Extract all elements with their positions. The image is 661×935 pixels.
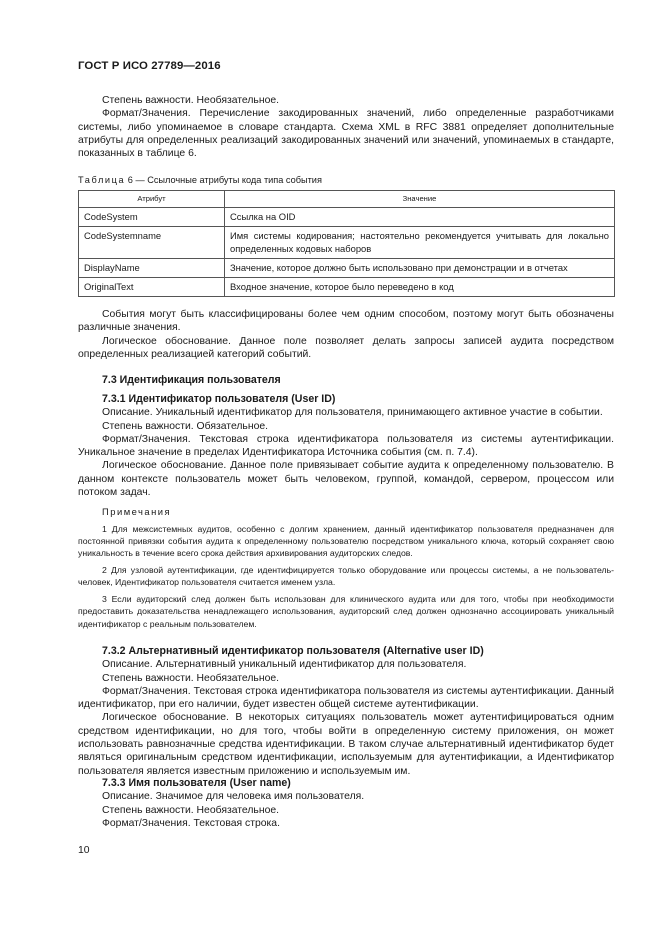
paragraph: Описание. Уникальный идентификатор для пользователя, принимающего активное участие в событии. bbox=[102, 407, 603, 419]
paragraph: Формат/Значения. Текстовая строка идентификатора пользователя из системы аутентификации. Уникальное значение в пределах Идентификатора Источника события (см. п. 7.4). bbox=[78, 433, 614, 459]
subsection-heading: 7.3.2 Альтернативный идентификатор пользователя (Alternative user ID) bbox=[102, 645, 484, 657]
paragraph: Логическое обоснование. Данное поле привязывает событие аудита к определенному пользователю. В данном контексте пользователь может быть человеком, группой, командой, сервером, процессом или потоком задач. bbox=[78, 460, 614, 499]
table-caption-text: 6 — Ссылочные атрибуты кода типа события bbox=[125, 175, 322, 185]
paragraph: Описание. Альтернативный уникальный идентификатор для пользователя. bbox=[102, 659, 467, 671]
section-7-3 bbox=[78, 374, 614, 387]
section-7-3-3 bbox=[78, 777, 614, 830]
attribute-cell: CodeSystemname bbox=[79, 227, 225, 258]
value-cell: Имя системы кодирования; настоятельно рекомендуется учитывать для локально определенных кодовых наборов bbox=[225, 227, 615, 258]
notes-title: Примечания bbox=[102, 506, 172, 518]
document-header: ГОСТ Р ИСО 27789—2016 bbox=[78, 60, 221, 72]
paragraph: Степень важности. Необязательное. bbox=[102, 804, 280, 816]
value-cell: Значение, которое должно быть использовано при демонстрации и в отчетах bbox=[225, 258, 615, 277]
intro-section bbox=[78, 94, 614, 160]
value-cell: Ссылка на OID bbox=[225, 208, 615, 227]
table-row bbox=[79, 278, 615, 297]
value-cell: Входное значение, которое было переведено в код bbox=[225, 278, 615, 297]
column-header: Атрибут bbox=[79, 191, 225, 208]
table-header-row bbox=[79, 191, 615, 208]
table-caption bbox=[78, 174, 614, 186]
paragraph: Степень важности. Необязательное. bbox=[102, 672, 280, 684]
page-number: 10 bbox=[78, 845, 90, 856]
paragraph: Формат/Значения. Текстовая строка. bbox=[102, 817, 280, 829]
paragraph: Степень важности. Необязательное. bbox=[102, 95, 280, 106]
attributes-table bbox=[78, 190, 615, 297]
paragraph: Логическое обоснование. В некоторых ситуациях пользователь может аутентифицироваться одним средством идентификации, но для того, чтобы войти в определенную систему приложения, он может использовать равнозначные средства идентификации. В таком случае альтернативный идентификатор будет являться оригинальным средством идентификации, используемым для аутентификации, а Идентификатор пользователя является известным приложению и используемым им. bbox=[78, 712, 614, 777]
subsection-heading: 7.3.3 Имя пользователя (User name) bbox=[102, 777, 291, 789]
note: 3 Если аудиторский след должен быть использован для клинического аудита или для того, чтобы при необходимости предоставить доказательства ненадлежащего использования, аудиторский след должен однозначно ассоциировать уникальный идентификатор с реальным пользователем. bbox=[78, 593, 614, 629]
after-table-section bbox=[78, 308, 614, 361]
attribute-cell: CodeSystem bbox=[79, 208, 225, 227]
paragraph: Формат/Значения. Перечисление закодированных значений, либо определенные разработчиками системы, либо упоминаемое в словаре стандарта. Схема XML в RFC 3881 определяет дополнительные атрибуты для определенных реализаций закодированных значений или значений, упоминаемых в стандарте, показанных в таблице 6. bbox=[78, 108, 614, 160]
paragraph: События могут быть классифицированы более чем одним способом, поэтому могут быть обозначены различные значения. bbox=[78, 309, 614, 334]
table-caption-prefix: Таблица bbox=[78, 175, 126, 185]
table-6 bbox=[78, 190, 614, 297]
paragraph: Логическое обоснование. Данное поле позволяет делать запросы записей аудита посредством определенных реализацией категорий событий. bbox=[78, 335, 614, 360]
note: 2 Для узловой аутентификации, где идентифицируется только оборудование или процессы системы, а не пользователь-человек, Идентификатор пользователя считается именем узла. bbox=[78, 564, 614, 588]
paragraph: Степень важности. Обязательное. bbox=[102, 420, 269, 432]
attribute-cell: OriginalText bbox=[79, 278, 225, 297]
section-heading: 7.3 Идентификация пользователя bbox=[102, 374, 281, 386]
table-row bbox=[79, 258, 615, 277]
table-row bbox=[79, 227, 615, 258]
subsection-heading: 7.3.1 Идентификатор пользователя (User ID) bbox=[102, 393, 336, 405]
section-7-3-2 bbox=[78, 645, 614, 778]
attribute-cell: DisplayName bbox=[79, 258, 225, 277]
note: 1 Для межсистемных аудитов, особенно с долгим хранением, данный идентификатор пользователя предназначен для постоянной привязки события аудита к определенному пользователю посредством уникального ключа, который сохраняет свою уникальность в течение всего срока действия архивирования аудиторских следов. bbox=[78, 523, 614, 559]
table-row bbox=[79, 208, 615, 227]
section-7-3-1 bbox=[78, 393, 614, 630]
paragraph: Описание. Значимое для человека имя пользователя. bbox=[102, 791, 365, 803]
paragraph: Формат/Значения. Текстовая строка идентификатора пользователя из системы аутентификации. Данный идентификатор, при его наличии, будет известен общей системе аутентификации. bbox=[78, 685, 614, 711]
column-header: Значение bbox=[225, 191, 615, 208]
